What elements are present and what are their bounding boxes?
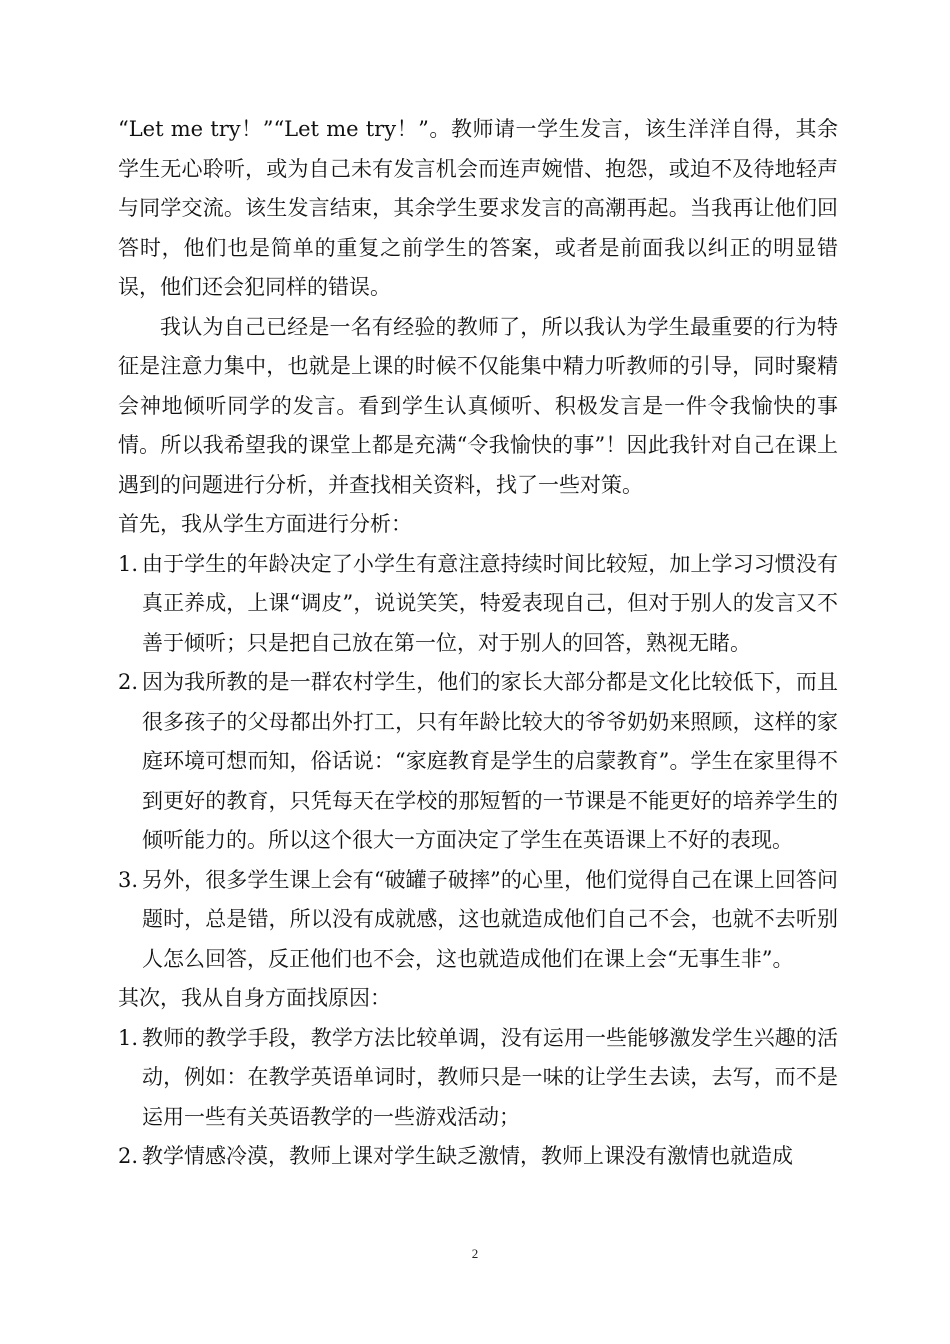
list-item-text: 另外，很多学生课上会有“破罐子破摔”的心里，他们觉得自己在课上回答问题时，总是错，所以没有成就感，这也就造成他们自己不会，也就不去听别人怎么回答，反正他们也不会，这也就造成他们在课上会“无事生非”。	[142, 867, 838, 971]
paragraph-2: 我认为自己已经是一名有经验的教师了，所以我认为学生最重要的行为特征是注意力集中，也就是上课的时候不仅能集中精力听教师的引导，同时聚精会神地倾听同学的发言。看到学生认真倾听、积极发言是一件令我愉快的事情。所以我希望我的课堂上都是充满“令我愉快的事”！因此我针对自己在课上遇到的问题进行分析，并查找相关资料，找了一些对策。	[118, 314, 838, 497]
list-item-text: 因为我所教的是一群农村学生，他们的家长大部分都是文化比较低下，而且很多孩子的父母都出外打工，只有年龄比较大的爷爷奶奶来照顾，这样的家庭环境可想而知，俗话说：“家庭教育是学生的启蒙教育”。学生在家里得不到更好的教育，只凭每天在学校的那短暂的一节课是不能更好的培养学生的倾听能力的。所以这个很大一方面决定了学生在英语课上不好的表现。	[142, 670, 838, 852]
list-item	[118, 1137, 838, 1177]
list-item	[118, 861, 838, 980]
section-heading-self: 其次，我从自身方面找原因：	[118, 986, 391, 1010]
list-item-text: 教师的教学手段，教学方法比较单调，没有运用一些能够激发学生兴趣的活动，例如：在教学英语单词时，教师只是一味的让学生去读，去写，而不是运用一些有关英语教学的一些游戏活动；	[142, 1025, 838, 1129]
self-reasons-list	[118, 1019, 838, 1177]
list-item-number: 2.	[118, 1144, 139, 1168]
page-number: 2	[471, 1246, 479, 1261]
list-item-text: 教学情感冷漠，教师上课对学生缺乏激情，教师上课没有激情也就造成	[142, 1144, 793, 1168]
list-item-number: 1.	[118, 551, 139, 576]
list-item-text: 由于学生的年龄决定了小学生有意注意持续时间比较短，加上学习习惯没有真正养成，上课“调皮”，说说笑笑，特爱表现自己，但对于别人的发言又不善于倾听；只是把自己放在第一位，对于别人的回答，熟视无睹。	[142, 551, 838, 655]
paragraph-1: “Let me try！”“Let me try！”。教师请一学生发言，该生洋洋自得，其余学生无心聆听，或为自己未有发言机会而连声婉惜、抱怨，或迫不及待地轻声与同学交流。该生发言结束，其余学生要求发言的高潮再起。当我再让他们回答时，他们也是简单的重复之前学生的答案，或者是前面我以纠正的明显错误，他们还会犯同样的错误。	[118, 117, 838, 299]
list-item	[118, 1019, 838, 1138]
list-item-number: 2.	[118, 670, 139, 694]
list-item-number: 3.	[118, 867, 139, 892]
page-body	[118, 110, 838, 1177]
section-heading-students: 首先，我从学生方面进行分析：	[118, 512, 412, 536]
list-item	[118, 663, 838, 861]
list-item-number: 1.	[118, 1025, 139, 1050]
list-item	[118, 545, 838, 664]
student-reasons-list	[118, 545, 838, 980]
